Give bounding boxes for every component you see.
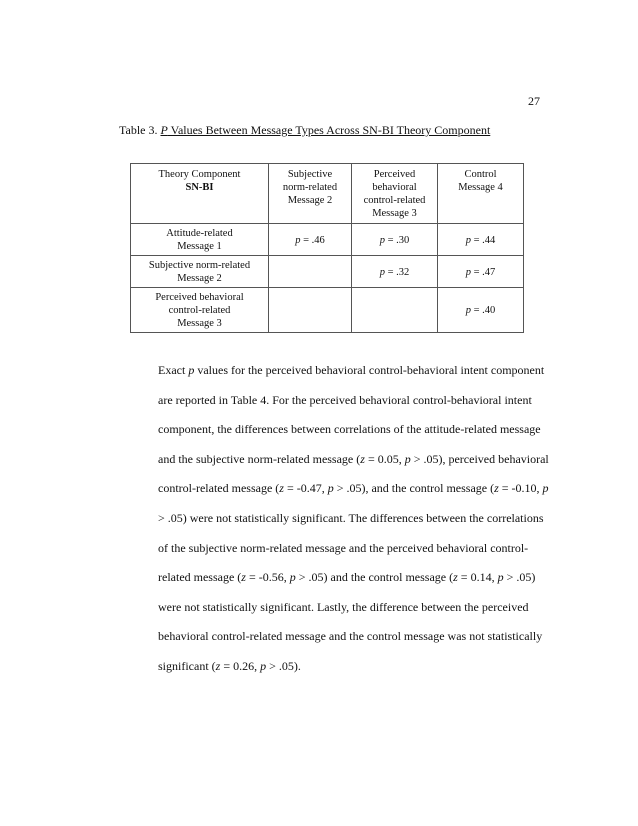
math-var: z [453, 570, 458, 585]
body-paragraph [119, 356, 549, 682]
math-var: p [542, 481, 549, 496]
p-values-table [130, 163, 524, 333]
table-cell [269, 224, 352, 256]
header-theory-component-text: Theory Component [158, 169, 241, 180]
header-message-3 [352, 164, 438, 224]
cell-value: = .32 [384, 266, 410, 278]
p-symbol: p [465, 305, 471, 316]
p-symbol: p [295, 234, 301, 246]
table-cell-empty [269, 256, 352, 288]
caption-title [160, 123, 490, 137]
header-theory-component [131, 164, 269, 224]
table-header-row [131, 164, 524, 224]
header-line: Message 3 [372, 208, 417, 219]
math-var: p [188, 363, 195, 377]
math-var: z [360, 451, 365, 466]
math-var: z [494, 481, 499, 496]
table-cell [438, 288, 524, 333]
caption-title-rest: Values Between Message Types Across SN-BI Theory Component [167, 123, 491, 137]
table-cell [438, 256, 524, 288]
header-message-4 [438, 164, 524, 224]
text-run: = 0.14, [457, 570, 498, 585]
p-symbol: p [379, 266, 385, 278]
table-row [131, 256, 524, 288]
text-run: = 0.26, [220, 658, 261, 673]
text-run: > .05). [266, 658, 301, 673]
table-cell [352, 256, 438, 288]
text-run: values for the perceived behavioral control-behavioral intent component are reported in Table 4. For the perceived behavioral control-behavioral intent component, the differences between correlations of the attitude-related message and the subjective norm-related message ( [158, 363, 545, 466]
header-message-2 [269, 164, 352, 224]
row-label-line: Perceived behavioral [155, 292, 244, 303]
header-line: control-related [363, 195, 426, 206]
text-run: > .05), perceived behavioral control-related message ( [158, 451, 549, 496]
math-var: p [497, 570, 504, 585]
table-cell [438, 224, 524, 256]
table-cell-empty [269, 288, 352, 333]
page-number: 27 [528, 94, 540, 108]
text-run: > .05) were not statistically significant. Lastly, the difference between the perceived behavioral control-related message and the control message was not statistically significant ( [158, 570, 543, 673]
header-line: Control [464, 169, 497, 180]
row-label-line: Message 2 [177, 273, 222, 284]
text-run: > .05) and the control message ( [295, 570, 454, 585]
p-symbol: p [465, 234, 471, 246]
text-run: Exact [158, 363, 186, 377]
row-label-line: control-related [168, 305, 231, 316]
table-caption [119, 123, 490, 138]
caption-prefix: Table 3. [119, 123, 158, 137]
header-line: Perceived [373, 169, 416, 180]
cell-value: = .30 [384, 234, 410, 246]
text-run: > .05), and the control message ( [333, 481, 495, 496]
table-row [131, 288, 524, 333]
text-run: > .05) were not statistically significant. The differences between the correlations of the subjective norm-related message and the perceived behavioral control-related message ( [158, 510, 544, 585]
table-row [131, 224, 524, 256]
math-var: p [404, 451, 411, 466]
math-var: p [260, 658, 267, 673]
cell-value: = .47 [470, 266, 496, 278]
row-label-line: Message 1 [177, 241, 222, 252]
row-label-line: Message 3 [177, 318, 222, 329]
text-run: = 0.05, [364, 451, 405, 466]
text-run: = -0.47, [283, 481, 328, 496]
cell-value: = .44 [470, 234, 496, 246]
cell-value: = .40 [470, 305, 496, 316]
row-label [131, 256, 269, 288]
header-line: norm-related [282, 182, 338, 193]
header-line: behavioral [372, 182, 417, 193]
text-run: = -0.10, [498, 481, 543, 496]
paragraph-text [119, 356, 549, 682]
table-cell [352, 224, 438, 256]
text-run: = -0.56, [245, 570, 290, 585]
p-symbol: p [379, 234, 385, 246]
header-line: Subjective [287, 169, 333, 180]
row-label-line: Subjective norm-related [148, 260, 251, 271]
cell-value: = .46 [300, 234, 325, 246]
math-var: p [289, 570, 296, 585]
math-var: z [241, 570, 246, 585]
math-var: z [279, 481, 284, 496]
header-line: Message 2 [287, 195, 333, 206]
p-symbol: p [465, 266, 471, 278]
header-sn-bi: SN-BI [185, 182, 214, 193]
caption-p-letter: P [160, 123, 168, 137]
math-var: z [215, 658, 221, 673]
table-cell-empty [352, 288, 438, 333]
row-label [131, 224, 269, 256]
header-line: Message 4 [458, 182, 503, 193]
row-label [131, 288, 269, 333]
row-label-line: Attitude-related [166, 228, 233, 239]
math-var: p [327, 481, 334, 496]
